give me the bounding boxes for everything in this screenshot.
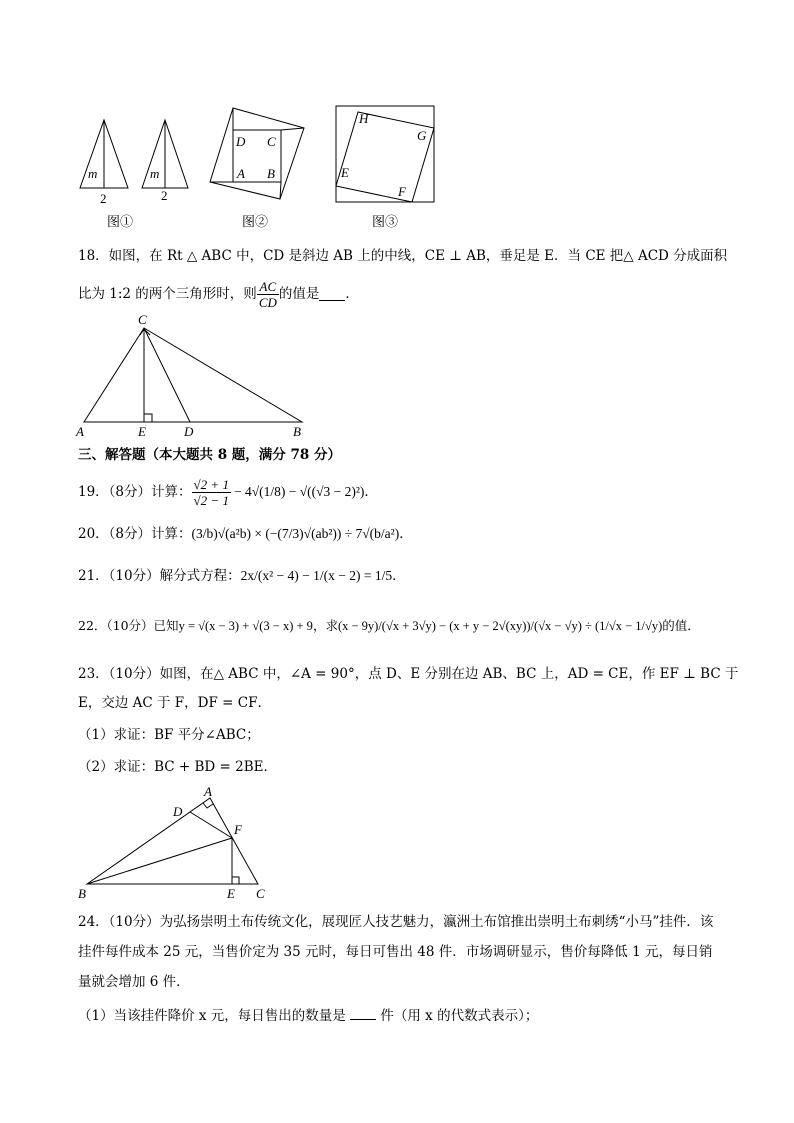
q19-fraction [192, 477, 231, 508]
q21 [78, 560, 406, 592]
q22-mid: ，求 [312, 618, 338, 633]
q18-label-A: A [76, 424, 84, 439]
fig2-A: A [237, 166, 245, 181]
q21-expr: 2x/(x² − 4) − 1/(x − 2) = 1/5 [240, 568, 393, 583]
q23-sub1: （1）求证：BF 平分∠ABC； [78, 727, 260, 743]
q23-label-E: E [227, 886, 235, 901]
q23-label-D: D [173, 804, 183, 819]
q24-sub1 [78, 1006, 538, 1026]
fig3-F: F [398, 184, 406, 199]
q23-line2: E，交边 AC 于 F，DF = CF． [78, 695, 271, 711]
q23-line1: 23．（10分）如图，在△ ABC 中，∠A = 90°，点 D、E 分别在边 AB、BC 上，AD = CE，作 EF ⊥ BC 于 [78, 666, 739, 682]
q18-frac-num: AC [257, 279, 279, 295]
q20-prefix: 20．（8分）计算： [78, 526, 192, 542]
q23-label-B: B [78, 886, 86, 901]
fig3-caption: 图③ [371, 215, 398, 230]
q18-line2-pre: 比为 1:2 的两个三角形时，则 [78, 286, 257, 302]
q18-label-B: B [293, 424, 301, 439]
q18-line1: 18．如图，在 Rt △ ABC 中，CD 是斜边 AB 上的中线，CE ⊥ AB，垂足是 E．当 CE 把△ ACD 分成面积 [78, 248, 728, 264]
q22 [78, 610, 700, 642]
q19-rest: − 4√(1/8) − √((√3 − 2)²) [233, 484, 365, 499]
q21-end: ． [392, 568, 406, 584]
q19-frac-den: √2 − 1 [193, 492, 229, 508]
q20 [78, 518, 413, 550]
q18-line2-end: ． [345, 286, 359, 302]
fig3-E: E [341, 165, 349, 180]
q24-sub1-post: 件（用 x 的代数式表示）； [380, 1008, 539, 1024]
q22-expr: (x − 9y)/(√x + 3√y) − (x + y − 2√(xy))/(√x − √y) ÷ (1/√x − 1/√y) [337, 619, 663, 633]
fig1-base-left: 2 [100, 191, 107, 206]
fig3-G: G [417, 128, 427, 143]
q21-prefix: 21．（10分）解分式方程： [78, 568, 241, 584]
q23-figure [72, 786, 272, 901]
q22-prefix: 22．（10分）已知 [78, 618, 179, 633]
q18-label-C: C [138, 312, 147, 327]
q24-answer-blank[interactable] [350, 1007, 376, 1020]
q18-label-D: D [184, 424, 194, 439]
fig1-m-left: m [88, 166, 98, 181]
q18-fraction [257, 279, 279, 310]
q22-given: y = √(x − 3) + √(3 − x) + 9 [178, 619, 313, 633]
fig2-D: D [236, 134, 246, 149]
q19-prefix: 19．（8分）计算： [78, 484, 192, 500]
q19 [78, 474, 378, 510]
q19-end: ． [364, 484, 378, 500]
q18-figure [70, 310, 320, 440]
fig1-triangle-right [142, 120, 188, 188]
q18-line2-post: 的值是 [278, 286, 320, 302]
q18-line2 [78, 276, 359, 312]
q20-expr: (3/b)√(a²b) × (−(7/3)√(ab²)) ÷ 7√(b/a²) [191, 526, 400, 541]
fig3-H: H [359, 111, 369, 126]
q24-line1: 24．（10分）为弘扬崇明土布传统文化，展现匠人技艺魅力，瀛洲土布馆推出崇明土布刺绣“小马”挂件．该 [78, 914, 714, 930]
fig2-B: B [267, 166, 275, 181]
q23-label-C: C [256, 886, 265, 901]
q23-label-F: F [234, 822, 242, 837]
fig1-m-right: m [150, 166, 160, 181]
fig1-caption: 图① [106, 215, 133, 230]
fig1-base-right: 2 [161, 188, 168, 203]
fig2-C: C [267, 134, 276, 149]
q24-line3: 量就会增加 6 件． [78, 974, 190, 990]
section-3-heading: 三、解答题（本大题共 8 题，满分 78 分） [78, 447, 341, 463]
q18-answer-blank[interactable] [319, 288, 345, 301]
fig2-shape [210, 108, 304, 199]
q23-sub2: （2）求证：BC + BD = 2BE． [78, 759, 277, 775]
fig3-shape [336, 106, 434, 202]
fig2-caption: 图② [241, 215, 268, 230]
q18-label-E: E [138, 424, 146, 439]
q19-frac-num: √2 + 1 [193, 476, 229, 492]
q23-label-A: A [204, 786, 212, 799]
q24-line2: 挂件每件成本 25 元，当售价定为 35 元时，每日可售出 48 件．市场调研显示，售价每降低 1 元，每日销 [78, 944, 713, 960]
q22-end: 的值． [662, 618, 700, 633]
q20-end: ． [399, 526, 413, 542]
q24-sub1-pre: （1）当该挂件降价 x 元，每日售出的数量是 [78, 1008, 346, 1024]
q18-frac-den: CD [258, 294, 277, 310]
